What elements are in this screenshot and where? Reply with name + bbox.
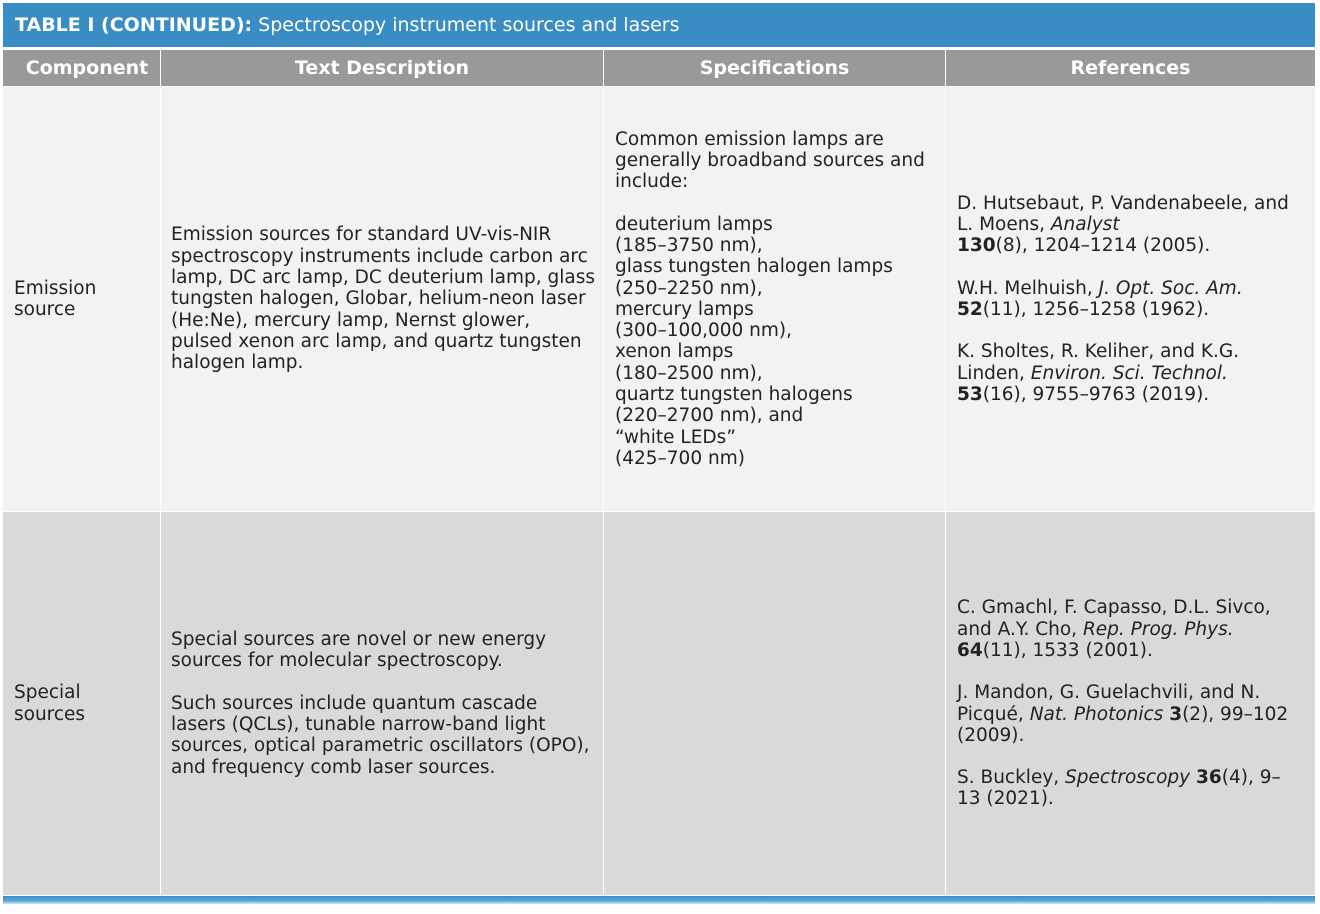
column-header-specifications: Specifications xyxy=(604,50,945,86)
table-title-text: Spectroscopy instrument sources and lasers xyxy=(252,14,680,36)
spec-line: (220–2700 nm), and xyxy=(615,405,804,427)
spec-line: (425–700 nm) xyxy=(615,447,745,469)
specifications-list xyxy=(615,214,945,470)
spec-line: mercury lamps xyxy=(615,298,754,320)
table-row-special-sources-references xyxy=(946,512,1315,895)
table-row-emission-source-description xyxy=(161,87,603,511)
spec-line: (300–100,000 nm), xyxy=(615,320,793,342)
reference-item: W.H. Melhuish, J. Opt. Soc. Am. 52(11), 1256–1258 (1962). xyxy=(957,277,1243,320)
reference-item: S. Buckley, Spectroscopy 36(4), 9–13 (2021). xyxy=(957,767,1281,810)
column-header-text-description: Text Description xyxy=(161,50,603,86)
table-row-special-sources-description xyxy=(161,512,603,895)
spec-line: glass tungsten halogen lamps xyxy=(615,256,893,278)
reference-item: C. Gmachl, F. Capasso, D.L. Sivco, and A.Y. Cho, Rep. Prog. Phys. 64(11), 1533 (2001). xyxy=(957,597,1271,661)
bottom-rule xyxy=(3,896,1315,904)
description-paragraph: Such sources include quantum cascade lasers (QCLs), tunable narrow-band light sources, optical parametric oscillators (OPO), and frequency comb laser sources. xyxy=(171,692,590,778)
reference-item: K. Sholtes, R. Keliher, and K.G. Linden, Environ. Sci. Technol. 53(16), 9755–9763 (2019). xyxy=(957,341,1240,405)
table-row-emission-source-references xyxy=(946,87,1315,511)
spec-line: quartz tungsten halogens xyxy=(615,384,853,406)
column-header-component: Component xyxy=(3,50,160,86)
column-header-references: References xyxy=(946,50,1315,86)
spec-line: xenon lamps xyxy=(615,341,734,363)
component-name: Special sources xyxy=(14,682,86,725)
table-row-special-sources-specifications xyxy=(604,512,945,895)
spec-line: (180–2500 nm), xyxy=(615,362,763,384)
description-paragraph: Special sources are novel or new energy sources for molecular spectroscopy. xyxy=(171,629,547,672)
table-row-emission-source-component xyxy=(3,87,160,511)
specifications-intro: Common emission lamps are generally broadband sources and include: xyxy=(615,128,925,193)
description-paragraph: Emission sources for standard UV-vis-NIR spectroscopy instruments include carbon arc lamp, DC arc lamp, DC deuterium lamp, glass tungsten halogen, Globar, helium-neon laser (He:Ne), mercury lamp, Nernst glower, pulsed xenon arc lamp, and quartz tungsten halogen lamp. xyxy=(171,224,596,374)
component-name: Emission source xyxy=(14,277,97,320)
table-title xyxy=(3,3,1315,47)
table-row-special-sources-component xyxy=(3,512,160,895)
reference-item: D. Hutsebaut, P. Vandenabeele, and L. Moens, Analyst 130(8), 1204–1214 (2005). xyxy=(957,192,1289,257)
table-row-emission-source-specifications xyxy=(604,87,945,511)
spec-line: “white LEDs” xyxy=(615,426,736,448)
spec-line: (185–3750 nm), xyxy=(615,234,763,256)
reference-item: J. Mandon, G. Guelachvili, and N. Picqué, Nat. Photonics 3(2), 99–102 (2009). xyxy=(957,682,1289,746)
spec-line: deuterium lamps xyxy=(615,213,773,235)
table-title-label: TABLE I (CONTINUED): xyxy=(15,14,253,36)
spec-line: (250–2250 nm), xyxy=(615,277,763,299)
